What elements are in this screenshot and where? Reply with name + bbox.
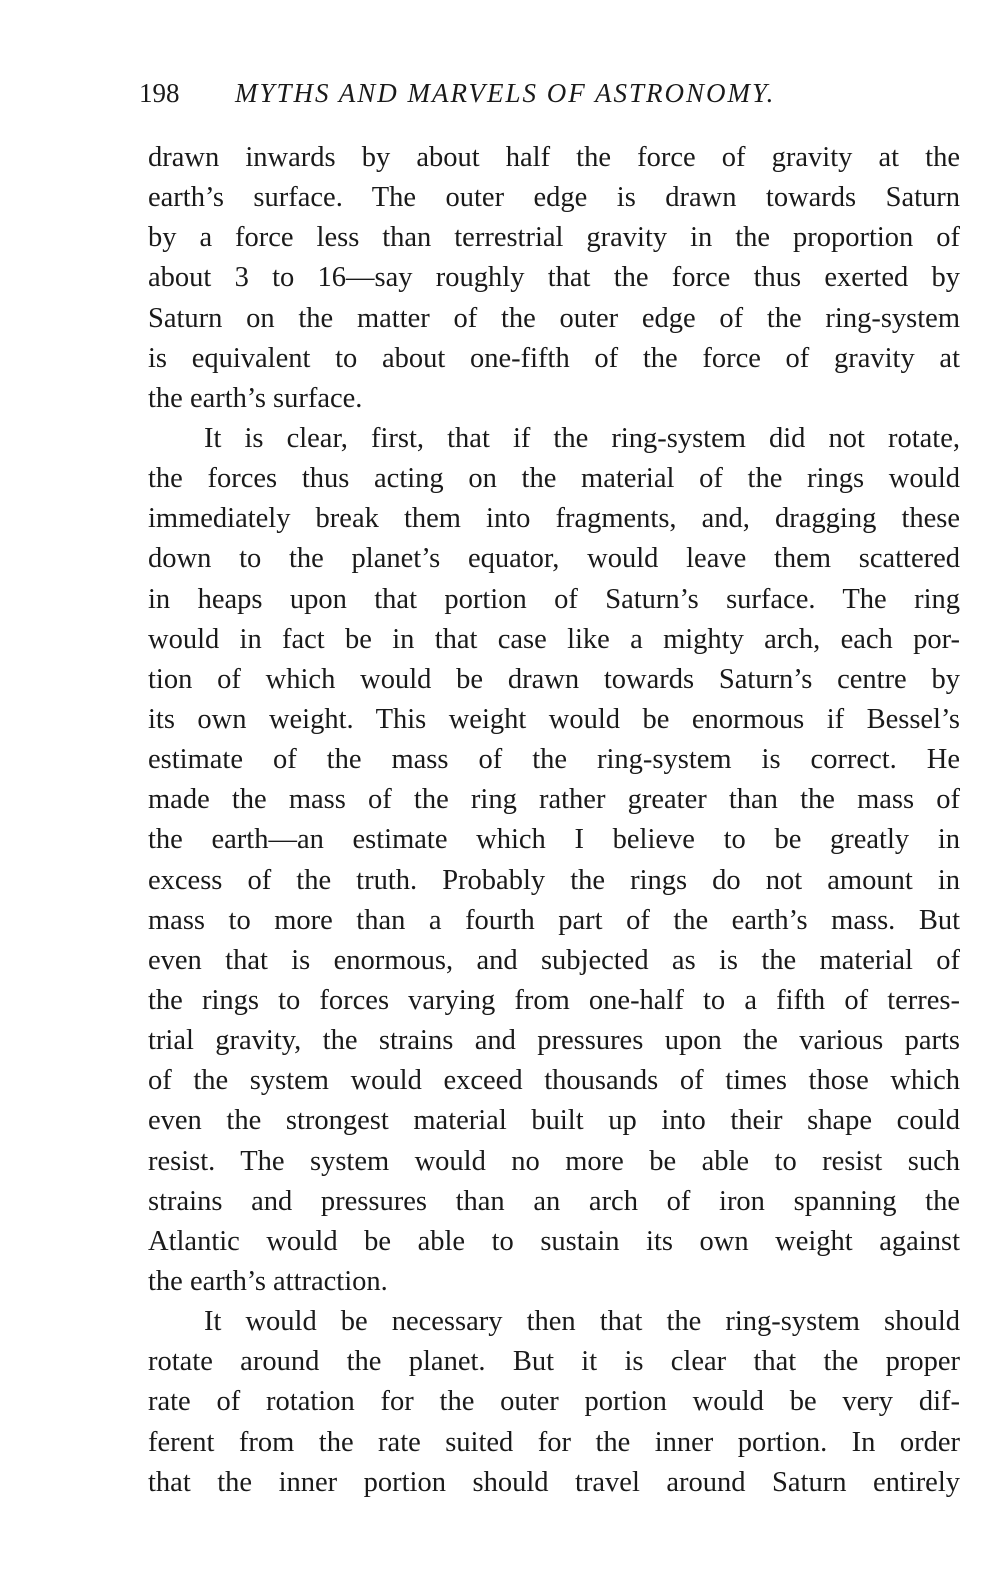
text-line: its own weight. This weight would be enormous if Bessel’s <box>148 703 960 735</box>
text-line: Atlantic would be able to sustain its own weight against <box>148 1225 960 1257</box>
text-line: the forces thus acting on the material of the rings would <box>148 463 960 495</box>
text-line: even the strongest material built up into their shape could <box>148 1105 960 1137</box>
text-line: made the mass of the ring rather greater than the mass of <box>148 784 960 816</box>
text-line: excess of the truth. Probably the rings do not amount in <box>148 864 960 896</box>
text-line: Saturn on the matter of the outer edge of the ring-system <box>148 302 960 334</box>
text-line: strains and pressures than an arch of iron spanning the <box>148 1185 960 1217</box>
body-text <box>148 138 960 1503</box>
text-line: the earth’s attraction. <box>148 1265 388 1297</box>
text-line: trial gravity, the strains and pressures upon the various parts <box>148 1025 960 1057</box>
text-line: earth’s surface. The outer edge is drawn towards Saturn <box>148 182 960 214</box>
text-line: of the system would exceed thousands of times those which <box>148 1065 960 1097</box>
text-line: in heaps upon that portion of Saturn’s surface. The ring <box>148 583 960 615</box>
running-title: MYTHS AND MARVELS OF ASTRONOMY. <box>235 78 776 108</box>
paragraph-start-line: It is clear, first, that if the ring-system did not rotate, <box>204 422 960 454</box>
running-head <box>139 78 859 108</box>
text-line: ferent from the rate suited for the inner portion. In order <box>148 1426 960 1458</box>
text-line: the earth’s surface. <box>148 382 363 414</box>
text-line: the earth—an estimate which I believe to be greatly in <box>148 824 960 856</box>
text-line: that the inner portion should travel around Saturn entirely <box>148 1466 960 1498</box>
paragraph-start-line: It would be necessary then that the ring-system should <box>204 1306 960 1338</box>
text-line: rotate around the planet. But it is clear that the proper <box>148 1346 960 1378</box>
text-line: about 3 to 16—say roughly that the force thus exerted by <box>148 262 960 294</box>
text-line: resist. The system would no more be able to resist such <box>148 1145 960 1177</box>
text-line: estimate of the mass of the ring-system is correct. He <box>148 744 960 776</box>
text-line: tion of which would be drawn towards Saturn’s centre by <box>148 663 960 695</box>
text-line: rate of rotation for the outer portion would be very dif- <box>148 1386 960 1418</box>
text-line: immediately break them into fragments, and, dragging these <box>148 503 960 535</box>
text-line: is equivalent to about one-fifth of the force of gravity at <box>148 342 960 374</box>
text-line: down to the planet’s equator, would leave them scattered <box>148 543 960 575</box>
text-line: by a force less than terrestrial gravity in the proportion of <box>148 222 960 254</box>
page-number: 198 <box>139 78 180 108</box>
text-line: would in fact be in that case like a mighty arch, each por- <box>148 623 960 655</box>
text-line: drawn inwards by about half the force of gravity at the <box>148 142 960 173</box>
text-line: the rings to forces varying from one-half to a fifth of terres- <box>148 984 960 1016</box>
text-line: mass to more than a fourth part of the earth’s mass. But <box>148 904 960 936</box>
text-line: even that is enormous, and subjected as is the material of <box>148 944 960 976</box>
